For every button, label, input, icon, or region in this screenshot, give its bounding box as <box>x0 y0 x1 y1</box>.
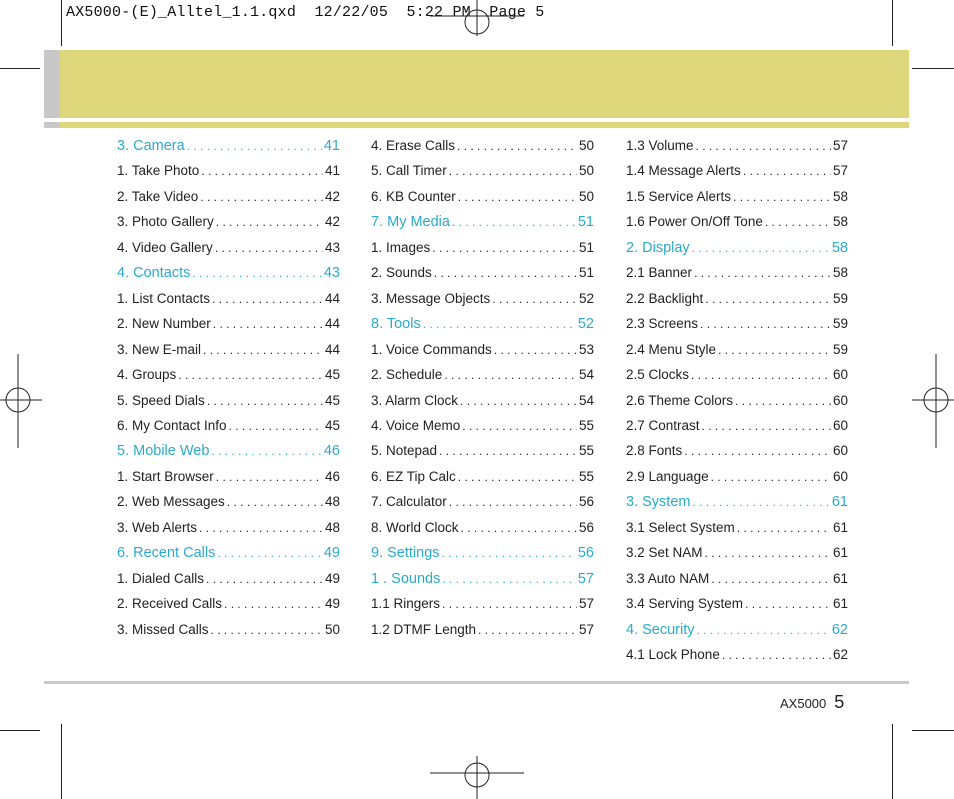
toc-page-number: 55 <box>578 417 594 433</box>
toc-entry <box>626 469 848 484</box>
toc-entry <box>117 571 340 586</box>
toc-page-number: 56 <box>577 545 594 562</box>
toc-entry <box>117 291 340 306</box>
toc-label: 7. Calculator <box>371 494 447 510</box>
toc-page-number: 55 <box>578 468 594 484</box>
toc-page-number: 46 <box>324 468 340 484</box>
toc-entry <box>626 647 848 662</box>
toc-page-number: 45 <box>324 392 340 408</box>
toc-entry <box>371 163 594 178</box>
dot-leader <box>227 495 323 509</box>
toc-entry <box>117 214 340 229</box>
toc-label: 2. Display <box>626 239 690 256</box>
toc-entry <box>371 367 594 382</box>
registration-mark-left <box>0 354 42 448</box>
toc-page-number: 59 <box>832 290 848 306</box>
toc-page-number: 51 <box>577 214 594 231</box>
toc-label: 1. Voice Commands <box>371 341 492 357</box>
dot-leader <box>442 572 576 586</box>
toc-label: 4. Contacts <box>117 265 191 282</box>
toc-page-number: 55 <box>578 443 594 459</box>
dot-leader <box>207 394 323 408</box>
dot-leader <box>212 292 323 306</box>
toc-page-number: 50 <box>578 188 594 204</box>
toc-page-number: 48 <box>324 519 340 535</box>
toc-heading <box>626 240 848 256</box>
toc-entry <box>371 622 594 637</box>
toc-entry <box>117 240 340 255</box>
dot-leader <box>442 597 577 611</box>
dot-leader <box>211 623 323 637</box>
toc-entry <box>371 240 594 255</box>
toc-page-number: 62 <box>832 647 848 662</box>
dot-leader <box>442 546 576 560</box>
toc-label: 4. Video Gallery <box>117 239 213 255</box>
toc-label: 4. Groups <box>117 367 177 383</box>
toc-page-number: 45 <box>324 367 340 383</box>
toc-page-number: 57 <box>578 621 594 637</box>
toc-page-number: 57 <box>578 596 594 612</box>
toc-page-number: 56 <box>578 519 594 535</box>
dot-leader <box>692 495 829 509</box>
dot-leader <box>457 139 577 153</box>
toc-page-number: 57 <box>832 163 848 179</box>
toc-label: 4.1 Lock Phone <box>626 647 720 662</box>
dot-leader <box>697 623 830 637</box>
dot-leader <box>192 266 322 280</box>
toc-heading <box>626 622 848 638</box>
toc-label: 5. Notepad <box>371 443 438 459</box>
crop-mark <box>912 730 954 731</box>
dot-leader <box>434 266 577 280</box>
footer-rule <box>44 681 909 684</box>
toc-label: 2.2 Backlight <box>626 290 704 306</box>
toc-page-number: 52 <box>578 290 594 306</box>
dot-leader <box>200 190 323 204</box>
toc-page-number: 60 <box>832 367 848 383</box>
toc-entry <box>626 163 848 178</box>
dot-leader <box>462 419 577 433</box>
toc-label: 3. Alarm Clock <box>371 392 459 408</box>
dot-leader <box>423 317 576 331</box>
dot-leader <box>711 572 831 586</box>
toc-page-number: 50 <box>324 621 340 637</box>
toc-entry <box>626 571 848 586</box>
toc-label: 2. Received Calls <box>117 596 223 612</box>
toc-entry <box>371 291 594 306</box>
toc-label: 1. Dialed Calls <box>117 570 205 586</box>
dot-leader <box>449 164 577 178</box>
toc-entry <box>117 393 340 408</box>
dot-leader <box>229 419 323 433</box>
dot-leader <box>705 292 831 306</box>
toc-label: 3. Message Objects <box>371 290 491 306</box>
toc-heading <box>117 265 340 281</box>
toc-page-number: 56 <box>578 494 594 510</box>
dot-leader <box>492 292 577 306</box>
toc-page-number: 44 <box>324 316 340 332</box>
toc-page-number: 51 <box>578 265 594 281</box>
toc-label: 2.3 Screens <box>626 316 699 332</box>
dot-leader <box>733 190 831 204</box>
dot-leader <box>439 444 577 458</box>
toc-entry <box>626 316 848 331</box>
dot-leader <box>460 394 577 408</box>
header-thin-band <box>60 122 909 128</box>
toc-page-number: 50 <box>578 138 594 153</box>
toc-label: 4. Voice Memo <box>371 417 461 433</box>
toc-label: 3.3 Auto NAM <box>626 570 710 586</box>
toc-page-number: 52 <box>577 316 594 333</box>
toc-heading <box>371 316 594 332</box>
toc-page-number: 44 <box>324 341 340 357</box>
toc-entry <box>117 163 340 178</box>
toc-entry <box>371 520 594 535</box>
toc-page-number: 50 <box>578 163 594 179</box>
toc-label: 3. System <box>626 494 691 511</box>
toc-label: 1.1 Ringers <box>371 596 441 612</box>
dot-leader <box>216 470 323 484</box>
toc-entry <box>626 342 848 357</box>
dot-leader <box>217 546 322 560</box>
registration-mark-bottom <box>430 756 524 799</box>
dot-leader <box>444 368 577 382</box>
toc-entry <box>371 596 594 611</box>
toc-label: 1. Images <box>371 239 431 255</box>
toc-label: 2.1 Banner <box>626 265 693 281</box>
toc-page-number: 48 <box>324 494 340 510</box>
toc-page-number: 44 <box>324 290 340 306</box>
toc-page-number: 49 <box>323 545 340 562</box>
toc-label: 9. Settings <box>371 545 440 562</box>
dot-leader <box>478 623 577 637</box>
dot-leader <box>458 190 577 204</box>
toc-entry <box>371 189 594 204</box>
dot-leader <box>745 597 831 611</box>
toc-entry <box>117 189 340 204</box>
toc-page-number: 54 <box>578 367 594 383</box>
toc-label: 4. Security <box>626 621 695 638</box>
toc-label: 8. World Clock <box>371 519 459 535</box>
toc-label: 2.7 Contrast <box>626 417 700 433</box>
toc-page-number: 54 <box>578 392 594 408</box>
toc-entry <box>371 418 594 433</box>
toc-label: 3.4 Serving System <box>626 596 744 612</box>
dot-leader <box>684 444 831 458</box>
toc-page-number: 60 <box>832 392 848 408</box>
toc-page-number: 57 <box>832 138 848 153</box>
toc-label: 1.4 Message Alerts <box>626 163 741 179</box>
toc-heading <box>371 214 594 230</box>
toc-label: 1 . Sounds <box>371 570 441 587</box>
toc-label: 2.5 Clocks <box>626 367 690 383</box>
toc-page-number: 60 <box>832 417 848 433</box>
toc-label: 4. Erase Calls <box>371 138 456 153</box>
crop-mark <box>61 0 62 46</box>
dot-leader <box>765 215 831 229</box>
dot-leader <box>735 394 831 408</box>
registration-mark-top <box>430 0 524 36</box>
toc-entry <box>117 418 340 433</box>
crop-mark <box>0 68 40 69</box>
toc-page-number: 61 <box>832 545 848 561</box>
dot-leader <box>458 470 577 484</box>
dot-leader <box>743 164 831 178</box>
toc-entry <box>371 138 594 153</box>
dot-leader <box>702 419 831 433</box>
toc-entry <box>626 520 848 535</box>
toc-label: 1. Start Browser <box>117 468 214 484</box>
toc-page-number: 42 <box>324 188 340 204</box>
dot-leader <box>203 343 323 357</box>
toc-entry <box>117 316 340 331</box>
toc-entry <box>626 418 848 433</box>
toc-label: 5. Speed Dials <box>117 392 205 408</box>
toc-label: 2.8 Fonts <box>626 443 683 459</box>
toc-label: 6. KB Counter <box>371 188 456 204</box>
toc-entry <box>371 265 594 280</box>
toc-entry <box>117 622 340 637</box>
toc-page-number: 53 <box>578 341 594 357</box>
page-footer <box>780 692 844 713</box>
toc-page-number: 60 <box>832 443 848 459</box>
toc-label: 6. My Contact Info <box>117 417 227 433</box>
toc-page-number: 51 <box>578 239 594 255</box>
toc-label: 2.6 Theme Colors <box>626 392 734 408</box>
toc-entry <box>371 393 594 408</box>
toc-entry <box>117 520 340 535</box>
toc-page-number: 62 <box>831 621 848 638</box>
toc-entry <box>626 291 848 306</box>
toc-page-number: 59 <box>832 316 848 332</box>
toc-heading <box>371 571 594 587</box>
toc-page-number: 45 <box>324 417 340 433</box>
toc-page-number: 59 <box>832 341 848 357</box>
toc-entry <box>626 596 848 611</box>
toc-label: 3. Camera <box>117 138 185 154</box>
dot-leader <box>696 139 831 153</box>
toc-page-number: 49 <box>324 570 340 586</box>
dot-leader <box>213 317 323 331</box>
toc-entry <box>117 596 340 611</box>
toc-label: 6. Recent Calls <box>117 545 216 562</box>
toc-entry <box>626 393 848 408</box>
dot-leader <box>737 521 831 535</box>
page-number: 5 <box>834 692 845 712</box>
dot-leader <box>211 444 321 458</box>
toc-label: 3. Web Alerts <box>117 519 198 535</box>
dot-leader <box>201 164 323 178</box>
dot-leader <box>206 572 323 586</box>
toc-page-number: 42 <box>324 214 340 230</box>
toc-label: 2. Web Messages <box>117 494 225 510</box>
dot-leader <box>494 343 577 357</box>
toc-entry <box>626 138 848 153</box>
dot-leader <box>722 648 831 662</box>
toc-entry <box>626 265 848 280</box>
toc-label: 3.2 Set NAM <box>626 545 703 561</box>
crop-mark <box>61 724 62 799</box>
crop-mark <box>0 730 40 731</box>
toc-label: 3.1 Select System <box>626 519 735 535</box>
dot-leader <box>449 495 577 509</box>
toc-heading <box>117 443 340 459</box>
toc-entry <box>626 367 848 382</box>
toc-page-number: 58 <box>832 265 848 281</box>
toc-entry <box>626 545 848 560</box>
toc-heading <box>371 545 594 561</box>
toc-page-number: 46 <box>323 443 340 460</box>
toc-page-number: 61 <box>832 519 848 535</box>
dot-leader <box>461 521 577 535</box>
dot-leader <box>224 597 323 611</box>
registration-mark-right <box>912 354 954 448</box>
dot-leader <box>432 241 577 255</box>
toc-label: 1.2 DTMF Length <box>371 621 477 637</box>
toc-label: 2. Sounds <box>371 265 432 281</box>
header-gray-tab <box>44 50 60 118</box>
toc-page-number: 49 <box>324 596 340 612</box>
toc-label: 8. Tools <box>371 316 421 333</box>
toc-page-number: 60 <box>832 468 848 484</box>
dot-leader <box>700 317 831 331</box>
toc-label: 5. Mobile Web <box>117 443 210 460</box>
toc-label: 3. Photo Gallery <box>117 214 214 230</box>
toc-label: 1.5 Service Alerts <box>626 188 732 204</box>
toc-entry <box>371 494 594 509</box>
toc-entry <box>626 214 848 229</box>
toc-label: 6. EZ Tip Calc <box>371 468 456 484</box>
crop-mark <box>912 68 954 69</box>
dot-leader <box>452 215 576 229</box>
toc-label: 1. List Contacts <box>117 290 211 306</box>
dot-leader <box>216 215 323 229</box>
toc-label: 1.3 Volume <box>626 138 694 153</box>
dot-leader <box>691 368 831 382</box>
toc-label: 2.9 Language <box>626 468 709 484</box>
toc-page-number: 58 <box>832 214 848 230</box>
dot-leader <box>215 241 323 255</box>
toc-entry <box>626 189 848 204</box>
dot-leader <box>718 343 831 357</box>
dot-leader <box>187 139 322 153</box>
toc-entry <box>371 342 594 357</box>
toc-page-number: 41 <box>323 138 340 154</box>
dot-leader <box>692 241 830 255</box>
footer-model: AX5000 <box>780 696 827 711</box>
toc-entry <box>117 469 340 484</box>
crop-mark <box>892 724 893 799</box>
toc-label: 2. Schedule <box>371 367 443 383</box>
header-gray-strip <box>44 122 60 128</box>
toc-label: 3. Missed Calls <box>117 621 209 637</box>
toc-entry <box>117 367 340 382</box>
toc-page-number: 61 <box>831 494 848 511</box>
toc-page-number: 61 <box>832 596 848 612</box>
toc-page-number: 58 <box>832 188 848 204</box>
toc-label: 1. Take Photo <box>117 163 200 179</box>
toc-entry <box>626 443 848 458</box>
dot-leader <box>711 470 831 484</box>
toc-entry <box>117 494 340 509</box>
toc-page-number: 58 <box>831 239 848 256</box>
toc-label: 3. New E-mail <box>117 341 202 357</box>
toc-entry <box>371 443 594 458</box>
toc-label: 2. New Number <box>117 316 211 332</box>
crop-mark <box>892 0 893 46</box>
toc-heading <box>117 545 340 561</box>
toc-page-number: 57 <box>577 570 594 587</box>
toc-heading <box>626 494 848 510</box>
toc-page-number: 43 <box>323 265 340 282</box>
toc-label: 1.6 Power On/Off Tone <box>626 214 763 230</box>
toc-entry <box>371 469 594 484</box>
toc-page-number: 43 <box>324 239 340 255</box>
dot-leader <box>705 546 831 560</box>
toc-page-number: 41 <box>324 163 340 179</box>
toc-label: 5. Call Timer <box>371 163 447 179</box>
header-band <box>60 50 909 118</box>
toc-heading <box>117 138 340 154</box>
toc-page-number: 61 <box>832 570 848 586</box>
toc-label: 7. My Media <box>371 214 450 231</box>
dot-leader <box>694 266 831 280</box>
toc-label: 2.4 Menu Style <box>626 341 717 357</box>
dot-leader <box>178 368 323 382</box>
file-slug: AX5000-(E)_Alltel_1.1.qxd 12/22/05 5:22 PM Page 5 <box>66 4 545 21</box>
dot-leader <box>199 521 323 535</box>
toc-entry <box>117 342 340 357</box>
toc-label: 2. Take Video <box>117 188 199 204</box>
